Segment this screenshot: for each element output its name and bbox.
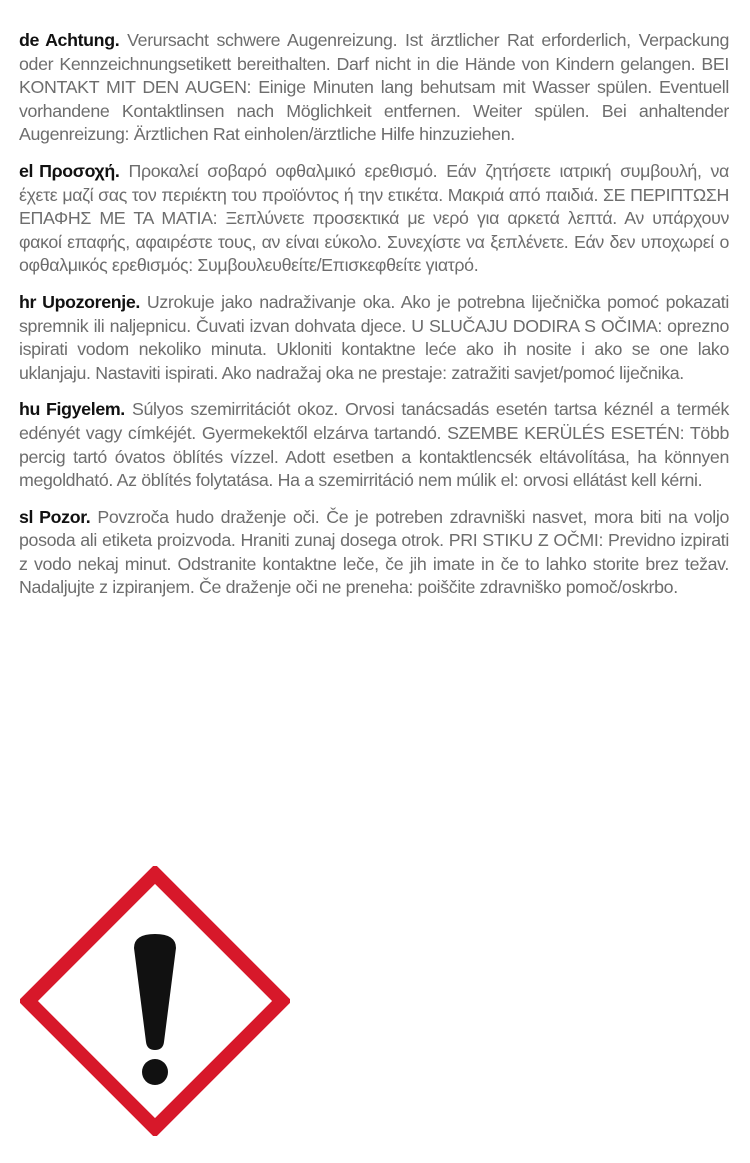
- signal-word: Upozorenje.: [42, 291, 140, 312]
- warning-de: [19, 29, 729, 147]
- language-code: de: [19, 30, 40, 50]
- language-code: hu: [19, 399, 41, 420]
- language-code: hr: [19, 291, 37, 312]
- warning-hr: [19, 291, 729, 385]
- signal-word: Achtung.: [45, 30, 120, 50]
- signal-word: Προσοχή.: [39, 160, 120, 181]
- warning-sl: [19, 506, 729, 600]
- warning-text: Súlyos szemirritációt okoz. Orvosi tanácsadás esetén tartsa kéznél a termék edényét vagy címkéjét. Gyermekektől elzárva tartandó. SZEMBE KERÜLÉS ESETÉN: Több percig tartó óvatos öblítés vízzel. Adott esetben a kontaktlencsék eltávolítása, ha könnyen megoldható. Az öblítés folytatása. Ha a szemirritáció nem múlik el: orvosi ellátást kell kérni.: [19, 399, 729, 491]
- warning-el: [19, 160, 729, 278]
- language-code: sl: [19, 506, 34, 527]
- warning-text: Verursacht schwere Augenreizung. Ist ärztlicher Rat erforderlich, Verpackung oder Kennzeichnungsetikett bereithalten. Darf nicht in die Hände von Kindern gelangen. BEI KONTAKT MIT DEN AUGEN: Einige Minuten lang behutsam mit Wasser spülen. Eventuell vorhandene Kontaktlinsen nach Möglichkeit entfernen. Weiter spülen. Bei anhaltender Augenreizung: Ärztlichen Rat einholen/ärztliche Hilfe hinzuziehen.: [19, 30, 729, 145]
- language-code: el: [19, 160, 34, 181]
- signal-word: Pozor.: [39, 506, 91, 527]
- warning-hu: [19, 398, 729, 492]
- safety-warnings: [19, 29, 729, 613]
- warning-text: Povzroča hudo draženje oči. Če je potreben zdravniški nasvet, mora biti na voljo posoda ali etiketa proizvoda. Hraniti zunaj dosega otrok. PRI STIKU Z OČMI: Previdno izpirati z vodo nekaj minut. Odstranite kontaktne leče, če jih imate in če to lahko storite brez težav. Nadaljujte z izpiranjem. Če draženje oči ne preneha: poiščite zdravniško pomoč/oskrbo.: [19, 506, 729, 598]
- warning-text: Προκαλεί σοβαρό οφθαλμικό ερεθισμό. Εάν ζητήσετε ιατρική συμβουλή, να έχετε μαζί σας τον περιέκτη του προϊόντος ή την ετικέτα. Μακριά από παιδιά. ΣΕ ΠΕΡΙΠΤΩΣΗ ΕΠΑΦΗΣ ΜΕ ΤΑ ΜΑΤΙΑ: Ξεπλύνετε προσεκτικά με νερό για αρκετά λεπτά. Αν υπάρχουν φακοί επαφής, αφαιρέστε τους, αν είναι εύκολο. Συνεχίστε να ξεπλένετε. Εάν δεν υποχωρεί ο οφθαλμικός ερεθισμός: Συμβουλευθείτε/Επισκεφθείτε γιατρό.: [19, 160, 729, 276]
- exclamation-mark-hazard-icon: [20, 866, 290, 1136]
- warning-text: Uzrokuje jako nadraživanje oka. Ako je potrebna liječnička pomoć pokazati spremnik ili naljepnicu. Čuvati izvan dohvata djece. U SLUČAJU DODIRA S OČIMA: oprezno ispirati vodom nekoliko minuta. Ukloniti kontaktne leće ako ih nosite i ako se one lako uklanjaju. Nastaviti ispirati. Ako nadražaj oka ne prestaje: zatražiti savjet/pomoć liječnika.: [19, 291, 729, 383]
- signal-word: Figyelem.: [46, 399, 125, 420]
